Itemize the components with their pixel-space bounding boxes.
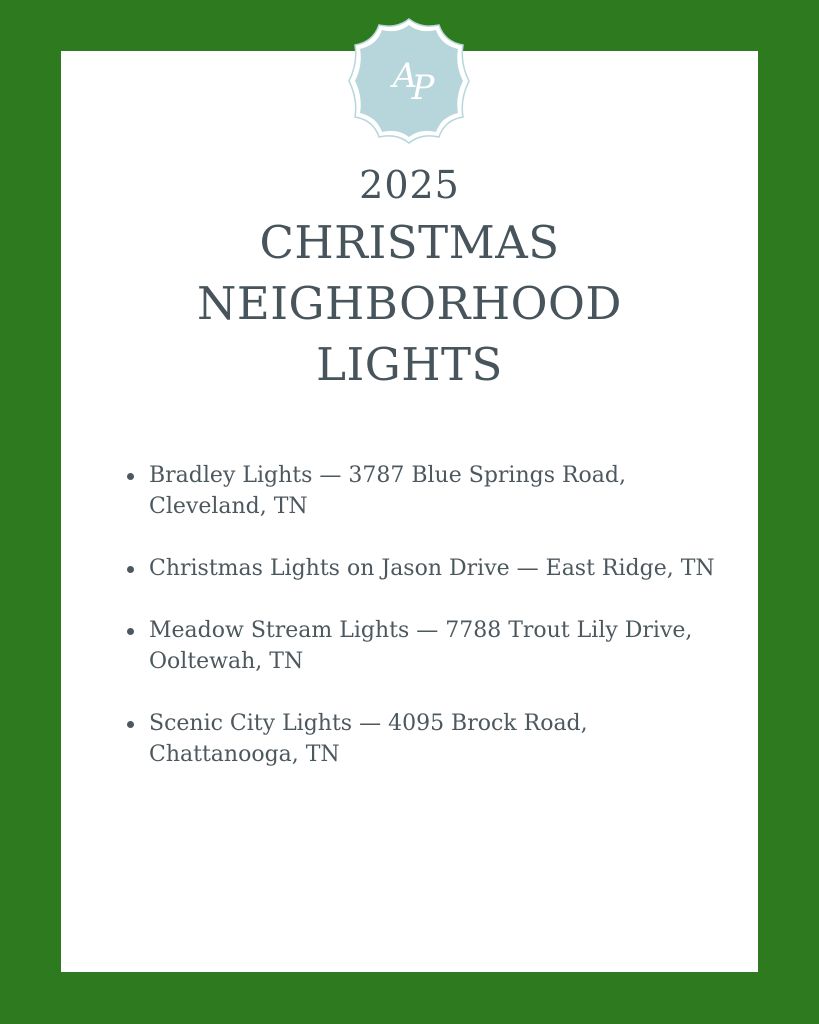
title-block (61, 158, 758, 395)
list-item-text: Bradley Lights — 3787 Blue Springs Road, Cleveland, TN (149, 463, 626, 519)
list-item (125, 553, 725, 584)
monogram-badge-svg (347, 17, 471, 145)
title-line-1: CHRISTMAS (259, 216, 560, 269)
list-item (125, 615, 725, 677)
title-line-3: LIGHTS (316, 338, 503, 391)
title-line-2: NEIGHBORHOOD (197, 277, 622, 330)
list-item-text: Christmas Lights on Jason Drive — East Ridge, TN (149, 556, 715, 581)
list-item-text: Meadow Stream Lights — 7788 Trout Lily Drive, Ooltewah, TN (149, 618, 693, 674)
monogram-badge-icon (347, 17, 471, 145)
lights-list (125, 460, 725, 801)
bullet-icon (127, 721, 134, 728)
list-item (125, 708, 725, 770)
list-item (125, 460, 725, 522)
title-year: 2025 (359, 163, 460, 207)
bullet-icon (127, 628, 134, 635)
monogram-letter-p: P (411, 68, 435, 108)
monogram-letter-a: A (392, 56, 418, 96)
bullet-icon (127, 566, 134, 573)
bullet-icon (127, 473, 134, 480)
list-item-text: Scenic City Lights — 4095 Brock Road, Chattanooga, TN (149, 711, 588, 767)
